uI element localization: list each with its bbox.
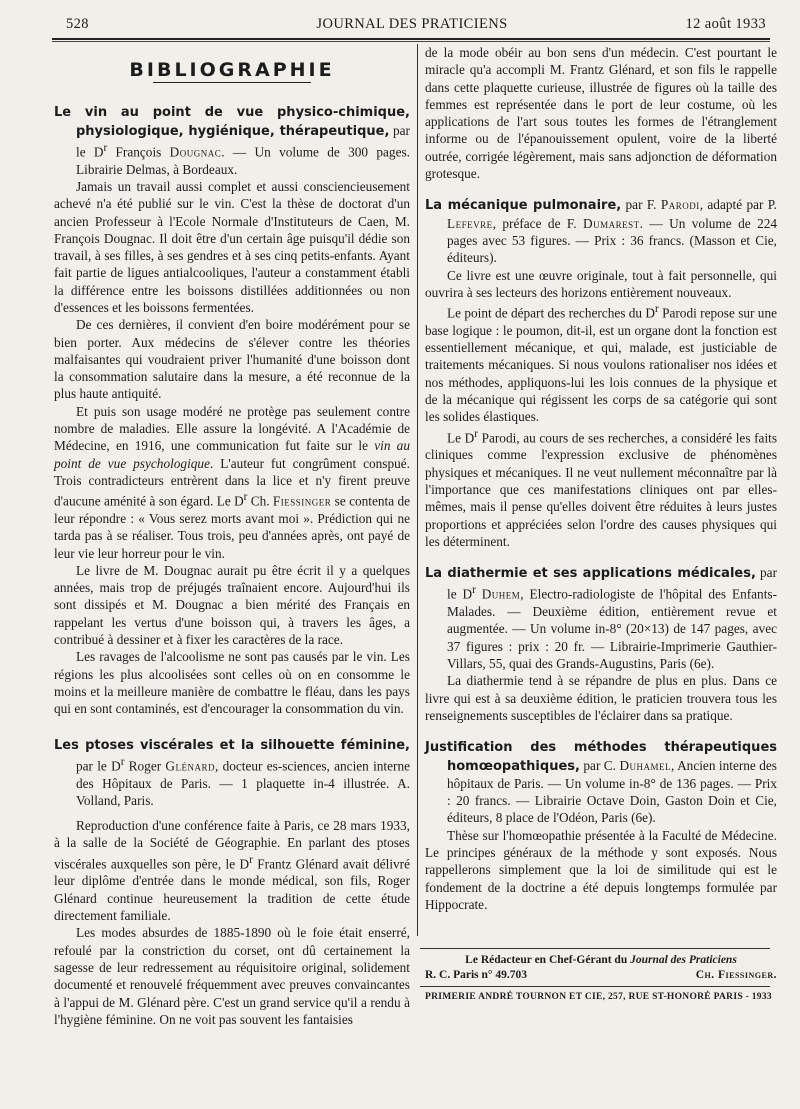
right-column bbox=[425, 44, 777, 913]
printer-line: PRIMERIE ANDRÉ TOURNON ET CIE, 257, RUE ST-HONORÉ PARIS - 1933 bbox=[425, 992, 772, 1002]
paragraph: Reproduction d'une conférence faite à Paris, ce 28 mars 1933, à la salle de la Société de Géographie. En parlant des ptoses viscérales auxquelles son père, le $D^r$ Frantz Glénard avait délivré leur diplôme d'entrée dans le monde médical, son fils, Roger Glénard continue heureusement la tradition de cette étude directement familiale. bbox=[54, 818, 411, 924]
author-name: Glénard bbox=[165, 758, 216, 774]
footer-rule bbox=[420, 948, 770, 949]
imprint-footer bbox=[425, 953, 777, 983]
paragraph: Le $D^r$ Parodi, au cours de ses recherches, a considéré les faits cliniques comme l'expression exclusive de phénomènes physiques et mécaniques. Il ne veut nullement méconnaître par là l'importance que ces manifestations cliniques ont par elles-mêmes, mais il pense qu'elles doivent être réduites à leurs justes proportions et appréciées selon l'ordre des causes physiques qui les déterminent. bbox=[425, 427, 778, 549]
entry-title: La diathermie et ses applications médicales, bbox=[425, 566, 756, 582]
entry-heading-homoeopathie: Justification des méthodes thérapeutiques homœopathiques, par C. Duhamel, Ancien interne des hôpitaux de Paris. — Un volume in-8° de 136 pages. — Prix : 20 francs. — Librairie Octave Doin, Gaston Doin et Cie, éditeurs, 8 place de l'Odéon, Paris (6e). bbox=[425, 740, 777, 826]
paragraph: Thèse sur l'homœopathie présentée à la Faculté de Médecine. Le principes généraux de la méthode y sont exposés. Nous rappellerons simplement que la loi de similitude qui est le fondement de la doctrine a été depuis longtemps formulée par Hippocrate. bbox=[425, 827, 777, 912]
issue-date: 12 août 1933 bbox=[685, 16, 766, 32]
paragraph: Les ravages de l'alcoolisme ne sont pas causés par le vin. Les régions les plus alcoolisées sont celles où on en consomme le moins et la meilleure manière de combattre le fléau, dans les pays qui en sont contaminés, est d'encourager la consommation du vin. bbox=[54, 649, 410, 717]
paragraph: Le point de départ des recherches du $D^r$ Parodi repose sur une base logique : le poumon, dit-il, est un organe dont la fonction est essentiellement mécanique, et qui, malade, est justiciable de traitements mécaniques. Si nous voulons rationaliser nos idées et nos méthodes, appliquons-lui les lois connues de la physique et de la mécanique qui régissent les corps de sa catégorie qui sont les solides élastiques. bbox=[425, 303, 777, 425]
author-name: Dougnac bbox=[169, 144, 222, 160]
rc-number: R. C. Paris n° 49.703 bbox=[425, 969, 528, 981]
entry-title: Justification des méthodes thérapeutiques homœopathiques, bbox=[425, 740, 777, 774]
page-number: 528 bbox=[66, 16, 89, 32]
entry-heading-diathermie: La diathermie et ses applications médicales, par le $D^r$ Duhem, Electro-radiologiste de l'hôpital des Enfants-Malades. — Deuxième édition, entièrement revue et augmentée. — Un volume in-8° (20×13) de 147 pages, avec 37 figures : prix : 20 fr. — Librairie-Imprimerie Gauthier-Villars, 55, quai des Grands-Augustins, Paris (6e). bbox=[425, 565, 777, 672]
paragraph-continued: de la mode obéir au bon sens d'un médecin. C'est pourtant le miracle qu'a accompli M. Frantz Glénard, et son fils le rappelle dans cette plaquette curieuse, illustrée de figures où la taille des femmes est représentée dans le port de leur costume, où les applications de l'art sous toutes les formes de l'étranglement informe ou de l'épanouissement opulent, voire de la liberté outrée, corrigée légèrement, mais sans adjonction de déformation grotesque. bbox=[425, 45, 777, 182]
header-rule bbox=[52, 38, 770, 40]
editor-line: Le Rédacteur en Chef-Gérant du Journal des Praticiens bbox=[465, 954, 737, 966]
section-title: BIBLIOGRAPHIE bbox=[129, 59, 335, 81]
paragraph: Jamais un travail aussi complet et aussi consciencieusement achevé n'a été publié sur le vin. C'est la thèse de doctorat d'un ancien Professeur à l'Ecole Normale d'Instituteurs de Caen, M. François Dougnac. Il doit être d'un certain âge puisqu'il dédie son travail, à ses filles, à ses gendres et à ses cinq petits-enfants. Ayant fait partie de ligues antialcooliques, l'auteur a constamment établi la différence entre les boissons distillées additionnées ou non d'essences et les boissons fermentées. bbox=[54, 178, 410, 315]
paragraph: Les modes absurdes de 1885-1890 où le foie était enserré, refoulé par la constriction du corset, ont dû certainement la sagesse de leur redressement au réquisitoire original, solidement documenté et renouvelé fréquemment avec preuves convaincantes à l'appui de M. Glénard père. C'est un grand service qu'il a rendu à l'hygiène féminine. On ne voit pas souvent les fantaisies bbox=[54, 925, 410, 1027]
entry-title: La mécanique pulmonaire, bbox=[425, 198, 622, 214]
left-column bbox=[54, 44, 410, 1028]
entry-heading-vin: Le vin au point de vue physico-chimique, physiologique, hygiénique, thérapeutique, par le $D^r$ François Dougnac. — Un volume de 300 pages. Librairie Delmas, à Bordeaux. bbox=[54, 105, 410, 177]
entry-heading-mecanique: La mécanique pulmonaire, par F. Parodi, adapté par P. Lefevre, préface de F. Dumarest. — Un volume de 224 pages avec 53 figures. — Prix : 36 francs. (Masson et Cie, éditeurs). bbox=[425, 197, 778, 266]
entry-title: Les ptoses viscérales et la silhouette féminine, bbox=[54, 737, 410, 753]
entry-title: Le vin au point de vue physico-chimique, physiologique, hygiénique, thérapeutique, bbox=[54, 105, 410, 139]
header-rule-thin bbox=[52, 41, 770, 42]
entry-heading-ptoses: Les ptoses viscérales et la silhouette féminine, par le $D^r$ Roger Glénard, docteur es-sciences, ancien interne des Hôpitaux de Paris. — 1 plaquette in-4 illustrée. A. Volland, Paris. bbox=[54, 737, 410, 808]
column-divider bbox=[417, 44, 418, 936]
page-header bbox=[54, 16, 770, 38]
section-title-underline bbox=[153, 82, 311, 83]
registration-line bbox=[425, 968, 777, 983]
paragraph: Et puis son usage modéré ne protège pas seulement contre nombre de maladies. Elle assure la longévité. A l'Académie de Médecine, en 1916, une communication fut faite sur le vin au point de vue psychologique. L'auteur fut congrûment conspué. Trois contradicteurs entrèrent dans la lice et n'y firent preuve d'aucune aménité à son égard. Le $D^r$ Ch. Fiessinger se contenta de leur répondre : « Vous serez morts avant moi ». Prédiction qui ne tarda pas à se réaliser. Tous trois, peu d'années après, ont payé de leur vie leur horreur pour le vin. bbox=[54, 403, 410, 561]
paragraph: La diathermie tend à se répandre de plus en plus. Dans ce livre qui est à sa deuxième édition, le praticien trouvera tous les renseignements susceptibles de l'éclairer dans sa pratique. bbox=[425, 673, 777, 723]
journal-title: JOURNAL DES PRATICIENS bbox=[316, 16, 508, 32]
paragraph: Ce livre est une œuvre originale, tout à fait personnelle, qui ouvrira à ses lecteurs des horizons entièrement nouveaux. bbox=[425, 267, 777, 300]
paragraph: De ces dernières, il convient d'en boire modérément pour se bien porter. Aux médecins de s'élever contre les théories malfaisantes qui voudraient priver l'humanité d'une boisson dont la consommation salutaire dans la mesure, a été reconnue de la plus haute antiquité. bbox=[54, 317, 410, 402]
editor-name: Ch. Fiessinger. bbox=[695, 969, 777, 981]
paragraph: Le livre de M. Dougnac aurait pu être écrit il y a quelques années, mais trop de préjugés traînaient encore. Aujourd'hui ils sont dissipés et M. Dougnac a bien mérité des Français en rappelant les vertus d'une boisson qui, à travers les âges, a contribué à dessiner et à fixer les caractères de la race. bbox=[54, 562, 410, 648]
footer-rule-lower bbox=[420, 986, 770, 987]
